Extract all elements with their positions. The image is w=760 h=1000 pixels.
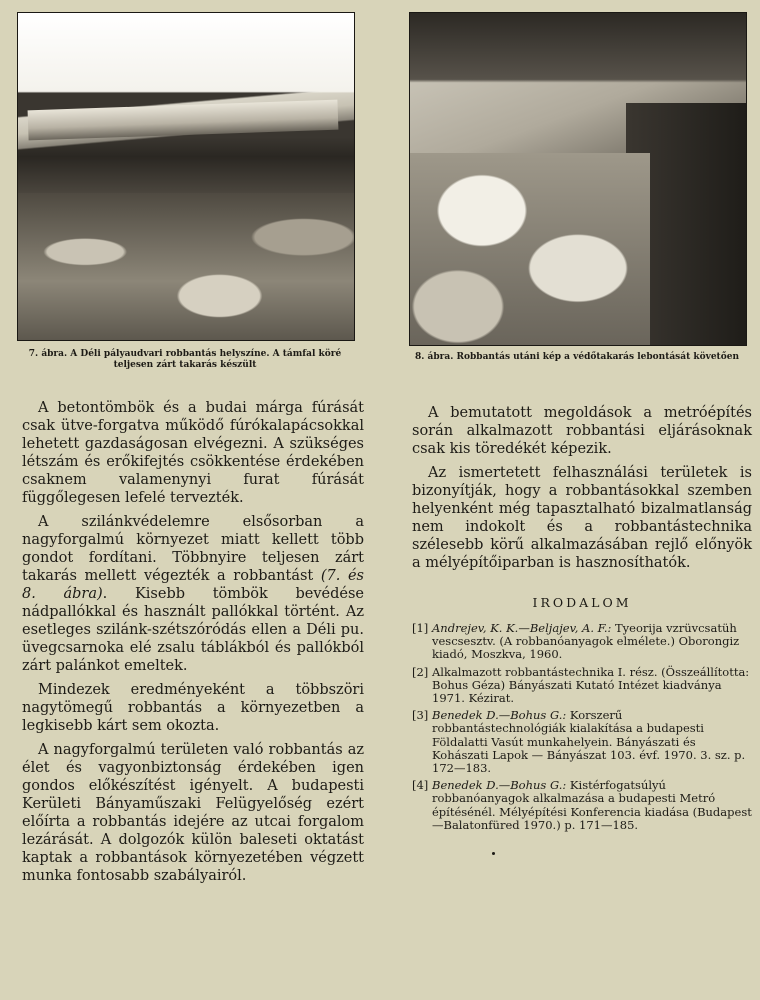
figure-8-number: 8.	[415, 352, 425, 362]
photo-concrete-slab	[28, 100, 339, 141]
paragraph-text: . Kisebb tömbök bevédése nádpallókkal és használt pallókkal történt. Az esetleges szilánk-szétszóródás ellen a Déli pu. üvegcsarnoka elé zsalu táblákból és pallókból zárt palánkot emeltek.	[22, 586, 364, 674]
reference-item	[412, 622, 752, 662]
reference-text: Kistérfogatsúlyú robbanóanyagok alkalmazása a budapesti Metró építésénél. Mélyépítési Konferencia kiadása (Budapest—Balatonfüred 1970.) p. 171—185.	[432, 778, 752, 832]
reference-number: [2]	[412, 664, 429, 679]
paragraph-text: A szilánkvédelemre elsősorban a nagyforgalmú környezet miatt kellett több gondot fordítani. Többnyire teljesen zárt takarás mellett végezték a robbantást	[22, 514, 364, 584]
reference-authors: Benedek D.—Bohus G.:	[432, 778, 567, 793]
paragraph: A betontömbök és a budai márga fúrását csak ütve-forgatva működő fúrókalapácsokkal lehetett gazdaságosan elvégezni. A szükséges létszám és erőkifejtés csökkentése érdekében csaknem valamenynyi furat fúrását függőlegesen lefelé tervezték.	[22, 400, 364, 506]
paragraph: A bemutatott megoldások a metróépítés során alkalmazott robbantási eljárásoknak csak kis töredékét képezik.	[412, 405, 752, 457]
left-column	[22, 399, 364, 891]
reference-item	[412, 666, 752, 706]
reference-item	[412, 709, 752, 775]
figure-7-photo	[17, 12, 355, 341]
figure-reference: (7. és 8. ábra)	[22, 568, 364, 602]
reference-authors: Andrejev, K. K.—Beljajev, A. F.:	[432, 621, 612, 635]
print-speck	[492, 852, 495, 855]
figure-8-caption-text: ábra. Robbantás utáni kép a védőtakarás lebontását követően	[427, 352, 739, 362]
references-heading: IRODALOM	[532, 595, 632, 610]
figure-8-photo	[409, 12, 747, 346]
paragraph: Mindezek eredményeként a többszöri nagytömegű robbantás a környezetben a legkisebb kárt sem okozta.	[22, 682, 364, 734]
paragraph: Az ismertetett felhasználási területek is bizonyítják, hogy a robbantásokkal szemben helyenként még tapasztalható bizalmatlanság nem indokolt és a robbantástechnika szélesebb körű alkalmazásában rejlő előnyök a mélyépítőiparban is hasznosíthatók.	[412, 465, 752, 571]
reference-number: [1]	[412, 621, 429, 635]
figure-7-number: 7.	[28, 349, 39, 359]
reference-number: [4]	[412, 778, 429, 793]
photo-debris	[410, 153, 650, 345]
reference-list	[412, 622, 752, 832]
reference-authors: Benedek D.—Bohus G.:	[432, 708, 567, 723]
reference-text: Alkalmazott robbantástechnika I. rész. (Összeállította: Bohus Géza) Bányászati Kutató Intézet kiadványa 1971. Kézirat.	[432, 664, 750, 706]
photo-rubble	[18, 193, 354, 340]
figure-7-caption-text: ábra. A Déli pályaudvari robbantás helyszíne. A támfal köré teljesen zárt takarás készült	[41, 349, 342, 370]
right-column	[412, 404, 752, 836]
reference-number: [3]	[412, 708, 429, 723]
figure-7-caption	[17, 349, 353, 371]
paragraph	[22, 513, 364, 675]
reference-item	[412, 779, 752, 832]
reference-text: Korszerű robbantástechnológiák kialakítása a budapesti Földalatti Vasút munkahelyein. Bányászati és Kohászati Lapok — Bányászat 103. évf. 1970. 3. sz. p. 172—183.	[432, 708, 746, 776]
paragraph: A nagyforgalmú területen való robbantás az élet és vagyonbiztonság érdekében igen gondos előkészítést igényelt. A budapesti Kerületi Bányaműszaki Felügyelőség ezért előírta a robbantás idejére az utcai forgalom lezárását. A dolgozók külön baleseti oktatást kaptak a robbantások környezetében végzett munka fontosabb szabályairól.	[22, 742, 364, 884]
reference-text: Tyeorija vzrüvcsatüh vescsesztv. (A robbanóanyagok elmélete.) Oborongiz kiadó, Moszkva, 1960.	[432, 621, 740, 662]
figure-8-caption	[405, 352, 749, 363]
